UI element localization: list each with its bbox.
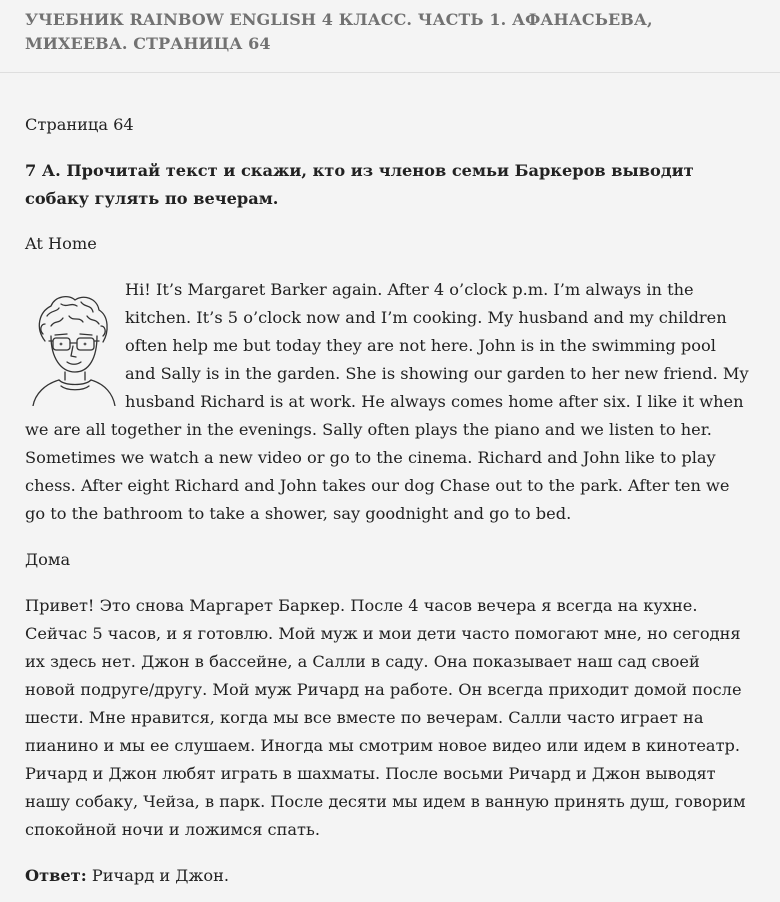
english-section-title: At Home xyxy=(25,234,97,253)
english-text-block xyxy=(25,276,749,528)
page-label: Страница 64 xyxy=(25,115,134,134)
task-text: 7 А. Прочитай текст и скажи, кто из членов семьи Баркеров выводит собаку гулять по вечерам. xyxy=(25,161,694,208)
woman-portrait-icon xyxy=(25,286,119,406)
answer xyxy=(25,862,229,890)
russian-section-title: Дома xyxy=(25,550,71,569)
page-title: УЧЕБНИК RAINBOW ENGLISH 4 КЛАСС. ЧАСТЬ 1. АФАНАСЬЕВА, МИХЕЕВА. СТРАНИЦА 64 xyxy=(25,10,653,53)
answer-label: Ответ: xyxy=(25,866,87,885)
answer-value: Ричард и Джон. xyxy=(91,866,230,885)
english-text: Hi! It’s Margaret Barker again. After 4 o’clock p.m. I’m always in the kitchen. It’s 5 o’clock now and I’m cooking. My husband and my children often help me but today they are not here. John is in the swimming pool and Sally is in the garden. She is showing our garden to her new friend. My husband Richard is at work. He always comes home after six. I like it when we are all together in the evenings. Sally often plays the piano and we listen to her. Sometimes we watch a new video or go to the cinema. Richard and John like to play chess. After eight Richard and John takes our dog Chase out to the park. After ten we go to the bathroom to take a shower, say goodnight and go to bed. xyxy=(25,280,749,523)
site-header xyxy=(0,0,780,73)
russian-text: Привет! Это снова Маргарет Баркер. После 4 часов вечера я всегда на кухне. Сейчас 5 часов, и я готовлю. Мой муж и мои дети часто помогают мне, но сегодня их здесь нет. Джон в бассейне, а Салли в саду. Она показывает наш сад своей новой подруге/другу. Мой муж Ричард на работе. Он всегда приходит домой после шести. Мне нравится, когда мы все вместе по вечерам. Салли часто играет на пианино и мы ее слушаем. Иногда мы смотрим новое видео или идем в кинотеатр. Ричард и Джон любят играть в шахматы. После восьми Ричард и Джон выводят нашу собаку, Чейза, в парк. После десяти мы идем в ванную принять душ, говорим спокойной ночи и ложимся спать. xyxy=(25,596,746,839)
